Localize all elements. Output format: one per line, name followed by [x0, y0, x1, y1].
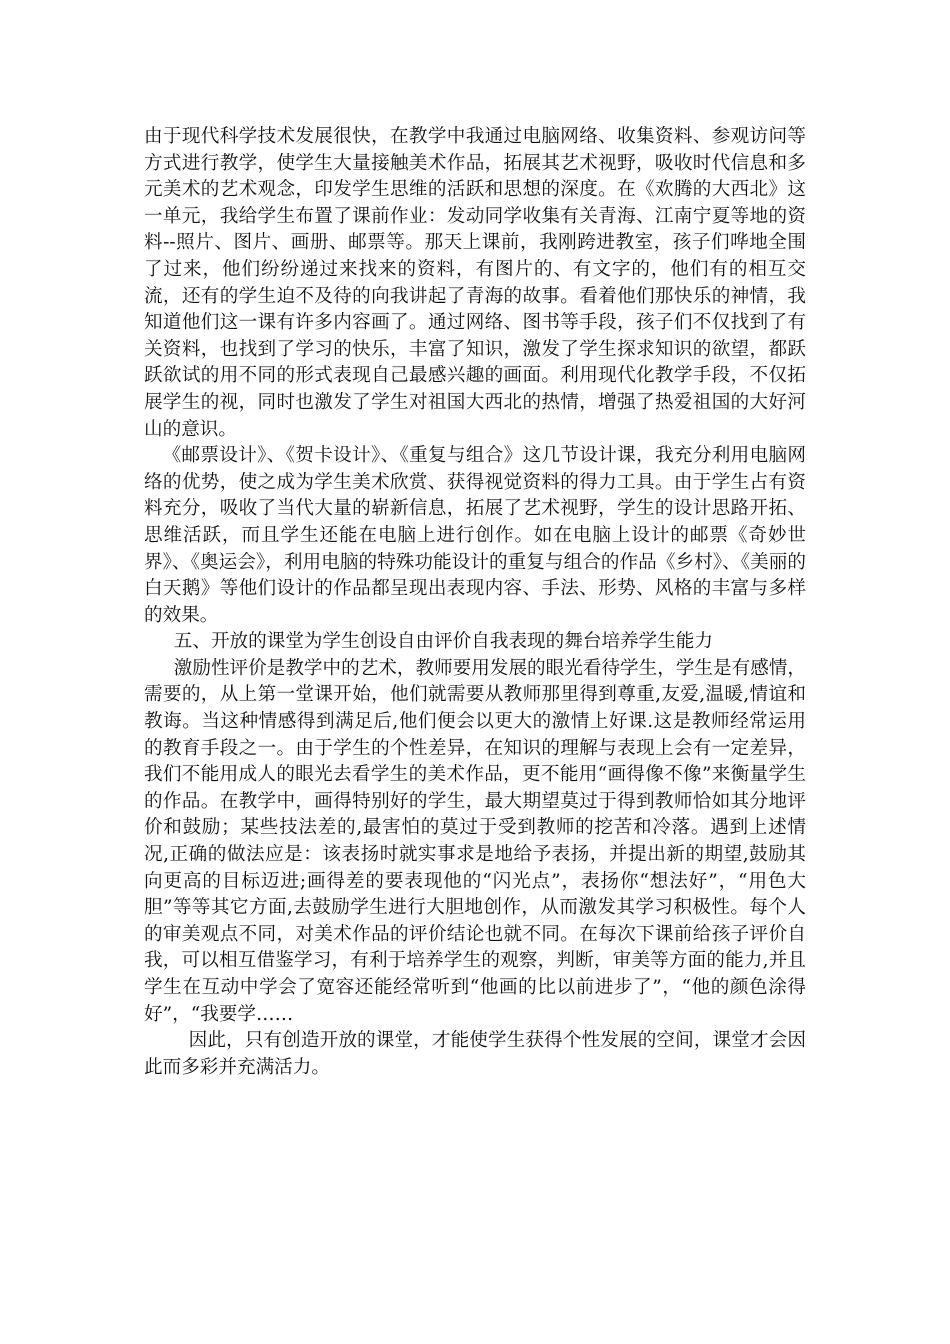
section-heading-five: 五、开放的课堂为学生创设自由评价自我表现的舞台培养学生能力: [173, 631, 713, 653]
paragraph-modern-tech: 由于现代科学技术发展很快，在教学中我通过电脑网络、收集资料、参观访问等方式进行教学，使学生大量接触美术作品，拓展其艺术视野，吸收时代信息和多元美术的艺术观念，印发学生思维的活跃和思想的深度。在《欢腾的大西北》这一单元，我给学生布置了课前作业：发动同学收集有关青海、江南宁夏等地的资料--照片、图片、画册、邮票等。那天上课前，我刚跨进教室，孩子们哗地全围了过来，他们纷纷递过来找来的资料，有图片的、有文字的，他们有的相互交流，还有的学生迫不及待的向我讲起了青海的故事。看着他们那快乐的神情，我知道他们这一课有许多内容画了。通过网络、图书等手段，孩子们不仅找到了有关资料，也找到了学习的快乐，丰富了知识，激发了学生探求知识的欲望，都跃跃欲试的用不同的形式表现自己最感兴趣的画面。利用现代化教学手段，不仅拓展学生的视，同时也激发了学生对祖国大西北的热情，增强了热爱祖国的大好河山的意识。: [144, 126, 806, 440]
paragraph-design-lessons: 《邮票设计》、《贺卡设计》、《重复与组合》这几节设计课，我充分利用电脑网络的优势，使之成为学生美术欣赏、获得视觉资料的得力工具。由于学生占有资料充分，吸收了当代大量的崭新信息，拓展了艺术视野，学生的设计思路开拓、思维活跃，而且学生还能在电脑上进行创作。如在电脑上设计的邮票《奇妙世界》、《奥运会》，利用电脑的特殊功能设计的重复与组合的作品《乡村》、《美丽的白天鹅》等他们设计的作品都呈现出表现内容、手法、形势、风格的丰富与多样的效果。: [144, 445, 806, 626]
document-body: [144, 124, 806, 1081]
paragraph-conclusion: 因此，只有创造开放的课堂，才能使学生获得个性发展的空间，课堂才会因此而多彩并充满活力。: [144, 1030, 806, 1078]
paragraph-encouraging-evaluation: 激励性评价是教学中的艺术，教师要用发展的眼光看待学生，学生是有感情，需要的，从上第一堂课开始，他们就需要从教师那里得到尊重,友爱,温暖,情谊和教诲。当这种情感得到满足后,他们便会以更大的激情上好课.这是教师经常运用的教育手段之一。由于学生的个性差异，在知识的理解与表现上会有一定差异，我们不能用成人的眼光去看学生的美术作品，更不能用“画得像不像”来衡量学生的作品。在教学中，画得特别好的学生，最大期望莫过于得到教师恰如其分地评价和鼓励；某些技法差的,最害怕的莫过于受到教师的挖苦和冷落。遇到上述情况,正确的做法应是：该表扬时就实事求是地给予表扬，并提出新的期望,鼓励其向更高的目标迈进;画得差的要表现他的“闪光点”，表扬你“想法好”，“用色大胆”等等其它方面,去鼓励学生进行大胆地创作，从而激发其学习积极性。每个人的审美观点不同，对美术作品的评价结论也就不同。在每次下课前给孩子评价自我，可以相互借鉴学习，有利于培养学生的观察，判断，审美等方面的能力,并且学生在互动中学会了宽容还能经常听到“他画的比以前进步了”，“他的颜色涂得好”，“我要学……: [144, 657, 806, 1025]
